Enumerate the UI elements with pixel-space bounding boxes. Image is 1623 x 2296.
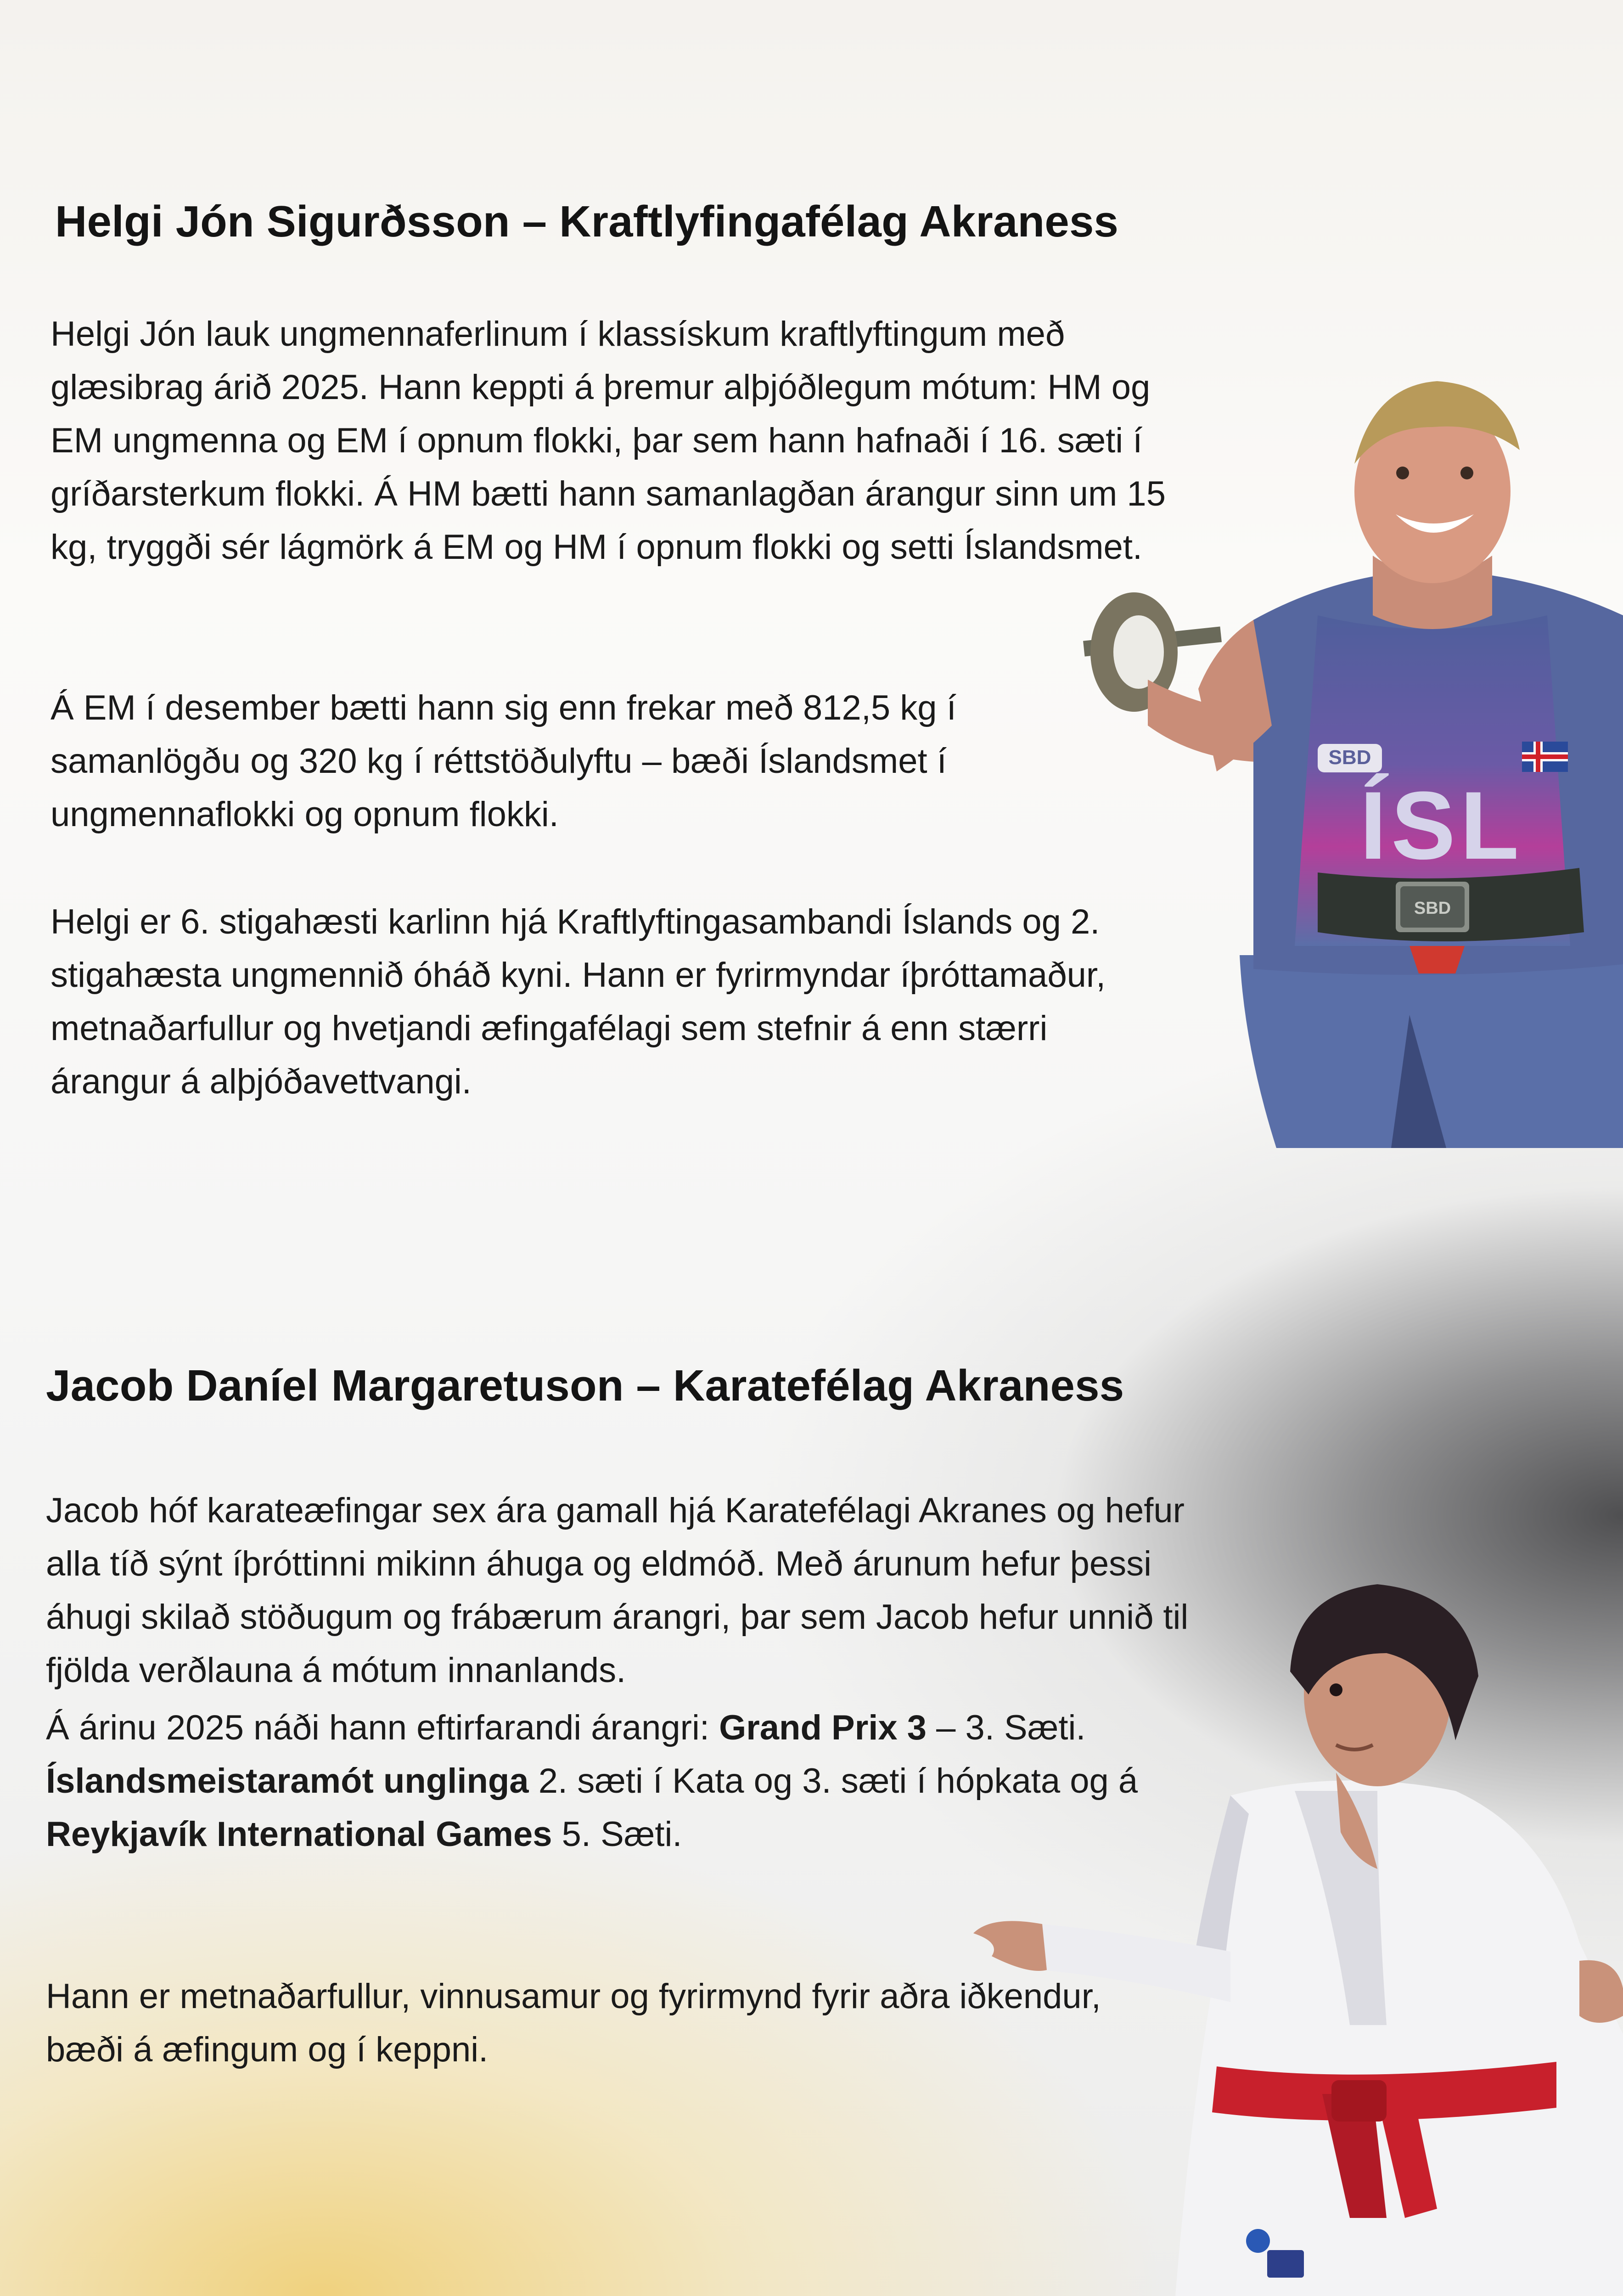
results-event-rig: Reykjavík International Games [46, 1815, 552, 1854]
athlete-heading-jacob: Jacob Daníel Margaretuson – Karatefélag Akraness [46, 1361, 1124, 1410]
athlete-bio-paragraph: Á EM í desember bætti hann sig enn frekar með 812,5 kg í samanlögðu og 320 kg í réttstöðulyftu – bæði Íslandsmet í ungmennaflokki og opnum flokki. [51, 688, 956, 834]
singlet-sponsor-logo: SBD [1328, 746, 1371, 769]
results-result-islandsmeistaramot: 2. sæti í Kata og 3. sæti í hópkata og á [528, 1761, 1138, 1801]
lifting-belt [1318, 868, 1584, 941]
athlete-photo-helgi [1079, 358, 1623, 1148]
results-result-rig: 5. Sæti. [552, 1815, 682, 1854]
athlete-bio-paragraph: Helgi er 6. stigahæsti karlinn hjá Kraftlyftingasambandi Íslands og 2. stigahæsta ungmennið óháð kyni. Hann er fyrirmyndar íþróttamaður, metnaðarfullur og hvetjandi æfingafélagi sem stefnir á enn stærri árangur á alþjóðavettvangi. [51, 902, 1106, 1101]
results-event-grand-prix: Grand Prix 3 [719, 1708, 927, 1747]
athlete-photo-jacob [973, 1575, 1623, 2296]
iceland-flag-icon [1522, 742, 1568, 772]
athlete-bio-paragraph: Helgi Jón lauk ungmennaferlinum í klassískum kraftlyftingum með glæsibrag árið 2025. Hann keppti á þremur alþjóðlegum mótum: HM og EM ungmenna og EM í opnum flokki, þar sem hann hafnaði í 16. sæti í gríðarsterkum flokki. Á HM bætti hann samanlagðan árangur sinn um 15 kg, tryggði sér lágmörk á EM og HM í opnum flokki og setti Íslandsmet. [51, 315, 1166, 567]
results-event-islandsmeistaramot: Íslandsmeistaramót unglinga [46, 1761, 529, 1801]
athlete-section-jacob [0, 1157, 1623, 2296]
results-intro: Á árinu 2025 náði hann eftirfarandi árangri: [46, 1708, 719, 1747]
belt-logo: SBD [1414, 899, 1451, 918]
athlete-bio-paragraph: Jacob hóf karateæfingar sex ára gamall hjá Karatefélagi Akranes og hefur alla tíð sýnt íþróttinni mikinn áhuga og eldmóð. Með árunum hefur þessi áhugi skilað stöðugum og frábærum árangri, þar sem Jacob hefur unnið til fjölda verðlauna á mótum innanlands. [46, 1491, 1189, 1690]
athlete-heading-helgi: Helgi Jón Sigurðsson – Kraftlyfingafélag Akraness [55, 197, 1119, 246]
athlete-closing-paragraph: Hann er metnaðarfullur, vinnusamur og fyrirmynd fyrir aðra iðkendur, bæði á æfingum og í keppni. [46, 1977, 1101, 2069]
singlet-country-text: ÍSL [1359, 771, 1524, 879]
results-result-grand-prix: – 3. Sæti. [927, 1708, 1086, 1747]
